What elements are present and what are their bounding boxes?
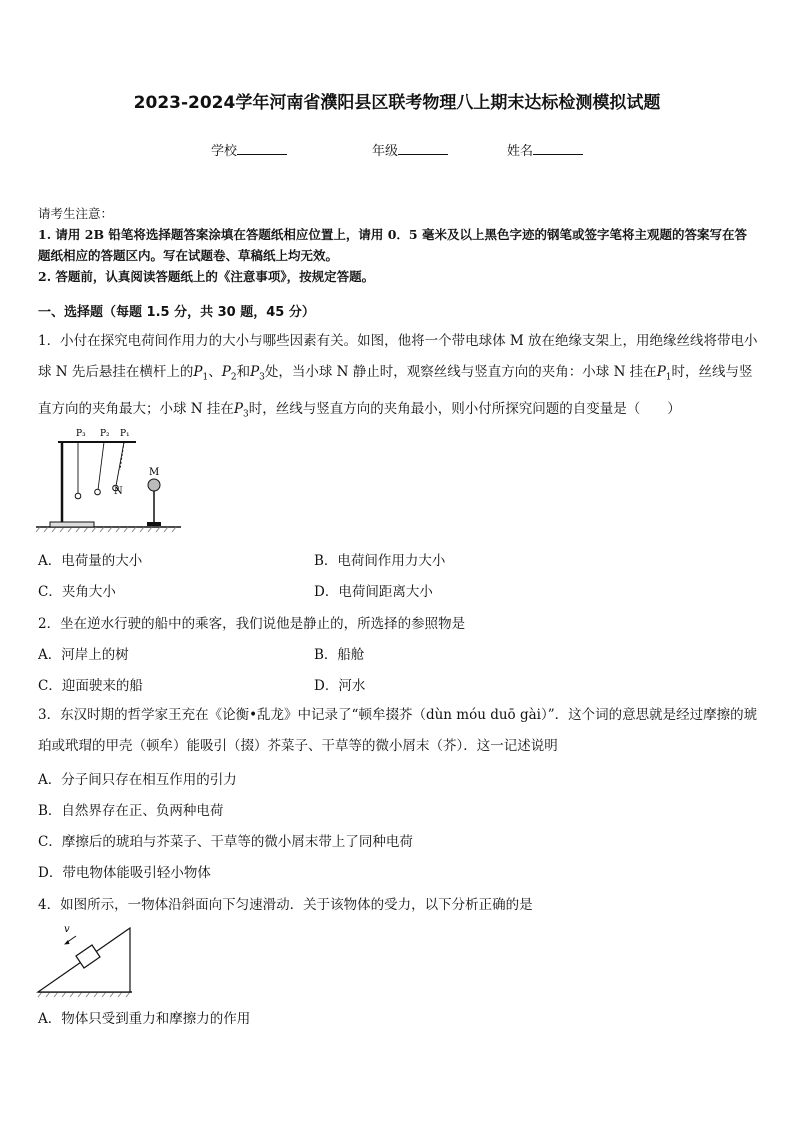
option-b[interactable]: B．船舱 <box>314 647 365 663</box>
section-heading: 一、选择题（每题 1.5 分，共 30 题，45 分） <box>38 305 315 320</box>
notice-item-1: 1. 请用 2B 铅笔将选择题答案涂填在答题纸相应位置上，请用 0．5 毫米及以上黑色字迹的钢笔或签字笔将主观题的答案写在答题纸相应的答题区内。写在试题卷、草稿纸上均无效。 <box>38 227 747 263</box>
notice <box>38 203 758 287</box>
notice-heading: 请考生注意： <box>38 206 114 221</box>
question-1-stem: 1．小付在探究电荷间作用力的大小与哪些因素有关。如图，他将一个带电球体 M 放在绝缘支架上，用绝缘丝线将带电小球 N 先后悬挂在横杆上的$P_1$、$P_2$和$P_3$处，当小球 N 静止时，观察丝线与竖直方向的夹角：小球 N 挂在$P_1$时，丝线与竖直方向的夹角最大；小球 N 挂在$P_3$时，丝线与竖直方向的夹角最小，则小付所探究问题的自变量是（ ） <box>38 333 758 420</box>
option-d[interactable]: D．电荷间距离大小 <box>314 584 433 600</box>
option-c[interactable]: C．迎面驶来的船 <box>38 678 143 694</box>
p3-label: P₃ <box>76 429 86 439</box>
p2-label: P₂ <box>100 429 110 439</box>
question-3-stem: 3．东汉时期的哲学家王充在《论衡•乱龙》中记录了“顿牟掇芥（dùn móu duō gài）”．这个词的意思就是经过摩擦的琥珀或玳瑁的甲壳（顿牟）能吸引（掇）芥菜子、干草等的微小屑末（芥）．这一记述说明 <box>38 707 758 754</box>
option-a[interactable]: A．河岸上的树 <box>38 647 129 663</box>
grade-field[interactable]: 年级 <box>372 140 448 159</box>
question-4-stem: 4．如图所示，一物体沿斜面向下匀速滑动．关于该物体的受力，以下分析正确的是 <box>38 897 533 913</box>
option-b[interactable]: B．自然界存在正、负两种电荷 <box>38 803 224 819</box>
question-2-stem: 2．坐在逆水行驶的船中的乘客，我们说他是静止的，所选择的参照物是 <box>38 616 466 632</box>
coulomb-apparatus-figure <box>36 422 186 534</box>
option-d[interactable]: D．河水 <box>314 678 366 694</box>
incline-figure <box>36 920 136 1000</box>
option-a[interactable]: A．物体只受到重力和摩擦力的作用 <box>38 1011 251 1027</box>
option-c[interactable]: C．夹角大小 <box>38 584 116 600</box>
velocity-label: v <box>64 924 70 935</box>
notice-item-2: 2. 答题前，认真阅读答题纸上的《注意事项》，按规定答题。 <box>38 269 375 284</box>
option-c[interactable]: C．摩擦后的琥珀与芥菜子、干草等的微小屑末带上了同种电荷 <box>38 834 413 850</box>
option-a[interactable]: A．电荷量的大小 <box>38 553 143 569</box>
sphere-m-label: M <box>149 467 160 478</box>
page-title: 2023-2024学年河南省濮阳县区联考物理八上期末达标检测模拟试题 <box>133 93 661 113</box>
ball-n-label: N <box>114 486 123 497</box>
option-b[interactable]: B．电荷间作用力大小 <box>314 553 446 569</box>
question-2-options-row-1 <box>38 643 758 667</box>
question-1-options-row-1 <box>38 549 758 573</box>
option-d[interactable]: D．带电物体能吸引轻小物体 <box>38 865 211 881</box>
option-a[interactable]: A．分子间只存在相互作用的引力 <box>38 772 237 788</box>
school-field[interactable]: 学校 <box>211 140 287 159</box>
name-field[interactable]: 姓名 <box>507 140 583 159</box>
p1-label: P₁ <box>120 429 130 439</box>
question-1-options-row-2 <box>38 580 758 604</box>
question-2-options-row-2 <box>38 674 758 698</box>
